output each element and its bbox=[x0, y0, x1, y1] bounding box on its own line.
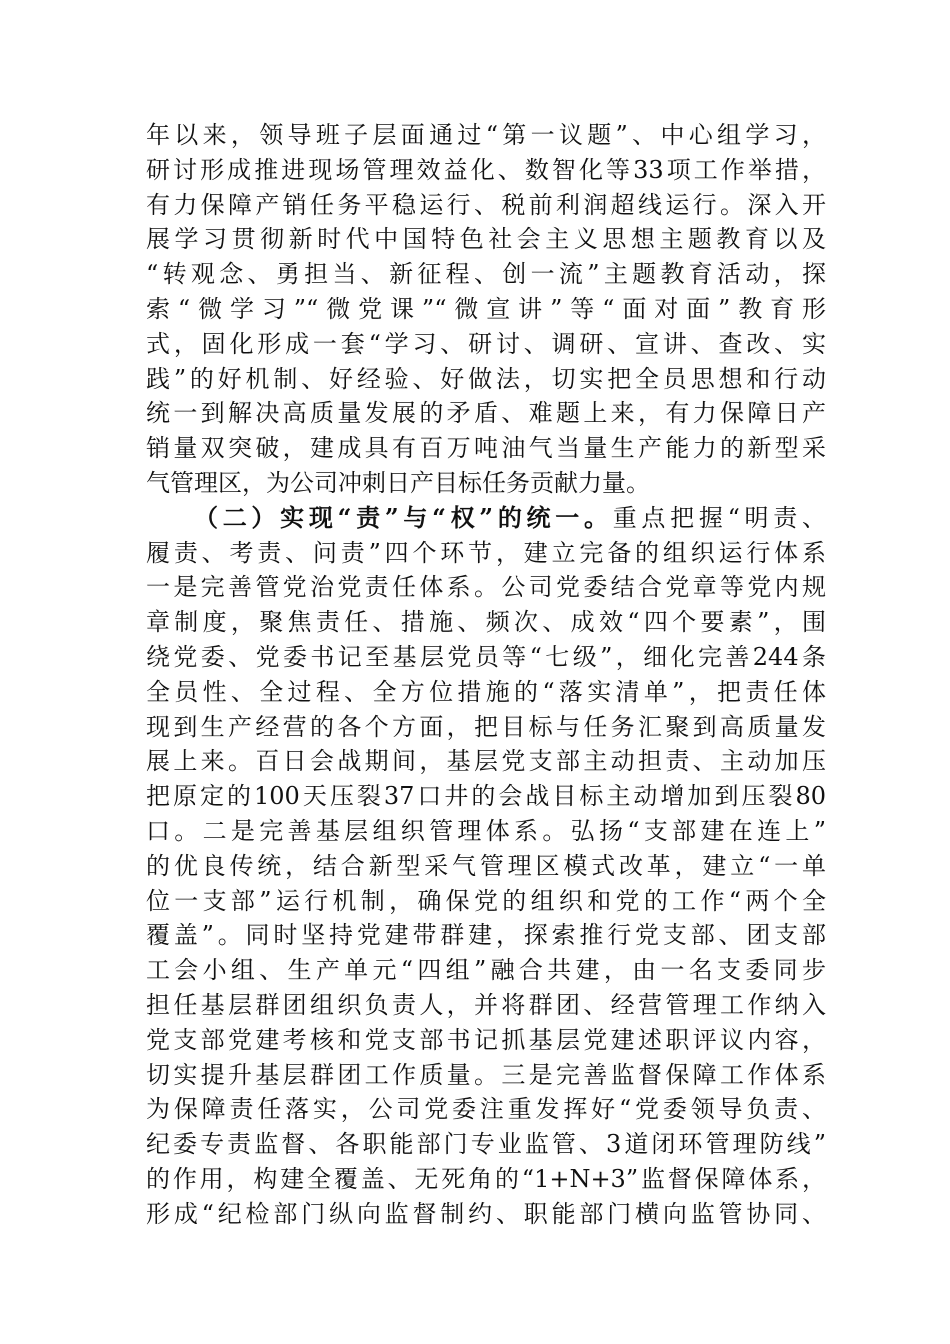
paragraph-line: 为保障责任落实，公司党委注重发挥好“党委领导负责、 bbox=[146, 1095, 826, 1124]
paragraph-line: 践”的好机制、好经验、好做法，切实把全员思想和行动 bbox=[146, 364, 826, 393]
paragraph-line: 担任基层群团组织负责人，并将群团、经营管理工作纳入 bbox=[146, 990, 826, 1019]
paragraph-line: 年以来，领导班子层面通过“第一议题”、中心组学习， bbox=[146, 121, 826, 149]
section-heading-line bbox=[146, 501, 826, 536]
paragraph-line: 全员性、全过程、全方位措施的“落实清单”，把责任体 bbox=[146, 677, 826, 706]
paragraph-line: 展上来。百日会战期间，基层党支部主动担责、主动加压 bbox=[146, 747, 826, 776]
paragraph-line: 展学习贯彻新时代中国特色社会主义思想主题教育以及 bbox=[146, 225, 826, 254]
paragraph-line: 销量双突破，建成具有百万吨油气当量生产能力的新型采 bbox=[146, 434, 826, 463]
paragraph-line: 绕党委、党委书记至基层党员等“七级”，细化完善244条 bbox=[146, 642, 826, 671]
paragraph-line: 的作用，构建全覆盖、无死角的“1+N+3”监督保障体系， bbox=[146, 1164, 826, 1193]
paragraph-line: 纪委专责监督、各职能部门专业监管、3道闭环管理防线” bbox=[146, 1130, 826, 1159]
paragraph-line: 研讨形成推进现场管理效益化、数智化等33项工作举措， bbox=[146, 155, 826, 184]
paragraph-line: 现到生产经营的各个方面，把目标与任务汇聚到高质量发 bbox=[146, 712, 826, 741]
paragraph-line: 位一支部”运行机制，确保党的组织和党的工作“两个全 bbox=[146, 886, 826, 915]
section-heading-rest: 重点把握“明责、 bbox=[612, 503, 826, 532]
body-text bbox=[146, 118, 826, 1232]
paragraph-line: 统一到解决高质量发展的矛盾、难题上来，有力保障日产 bbox=[146, 399, 826, 428]
paragraph-line: 的优良传统，结合新型采气管理区模式改革，建立“一单 bbox=[146, 851, 826, 880]
paragraph-line: “转观念、勇担当、新征程、创一流”主题教育活动，探 bbox=[146, 260, 826, 289]
paragraph-line: 履责、考责、问责”四个环节，建立完备的组织运行体系 bbox=[146, 538, 826, 567]
paragraph-line: 党支部党建考核和党支部书记抓基层党建述职评议内容， bbox=[146, 1025, 826, 1054]
paragraph-line: 口。二是完善基层组织管理体系。弘扬“支部建在连上” bbox=[146, 816, 826, 845]
paragraph-line: 章制度，聚焦责任、措施、频次、成效“四个要素”，围 bbox=[146, 608, 826, 637]
paragraph-line: 工会小组、生产单元“四组”融合共建，由一名支委同步 bbox=[146, 956, 826, 985]
paragraph-line: 切实提升基层群团工作质量。三是完善监督保障工作体系 bbox=[146, 1060, 826, 1089]
paragraph-line: 覆盖”。同时坚持党建带群建，探索推行党支部、团支部 bbox=[146, 921, 826, 950]
paragraph-line: 一是完善管党治党责任体系。公司党委结合党章等党内规 bbox=[146, 573, 826, 602]
paragraph-line: 式，固化形成一套“学习、研讨、调研、宣讲、查改、实 bbox=[146, 329, 826, 358]
paragraph-line: 把原定的100天压裂37口井的会战目标主动增加到压裂80 bbox=[146, 782, 826, 811]
paragraph-line: 形成“纪检部门纵向监督制约、职能部门横向监管协同、 bbox=[146, 1199, 826, 1228]
paragraph-line: 索“微学习”“微党课”“微宣讲”等“面对面”教育形 bbox=[146, 294, 826, 323]
section-heading: （二）实现“责”与“权”的统一。 bbox=[194, 502, 613, 532]
paragraph-line: 气管理区，为公司冲刺日产目标任务贡献力量。 bbox=[146, 468, 650, 497]
paragraph-line: 有力保障产销任务平稳运行、税前利润超线运行。深入开 bbox=[146, 190, 826, 219]
